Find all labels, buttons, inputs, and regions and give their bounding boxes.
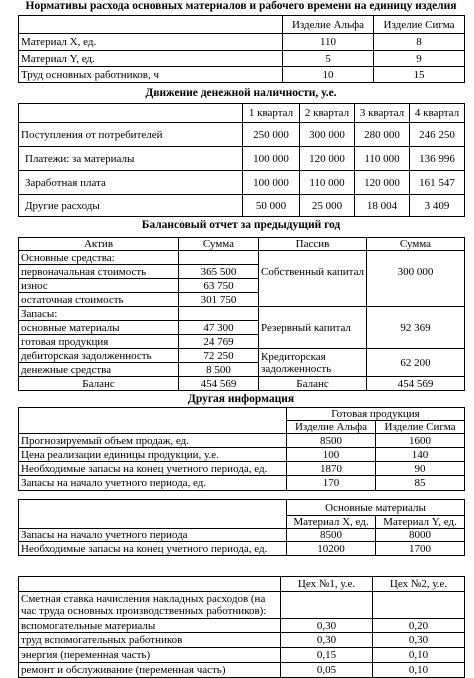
header-cell: Пассив (259, 238, 367, 251)
table-row (19, 335, 465, 349)
table-cell: 120 000 (355, 171, 410, 195)
table-row (19, 648, 465, 663)
row-label: Поступления от потребителей (19, 123, 243, 147)
row-label: Материал Y, ед. (19, 51, 283, 67)
header-cell: Цех №1, у.е. (281, 577, 373, 592)
header-cell (19, 16, 283, 34)
asset-label: дебиторская задолженность (19, 349, 179, 363)
table-row (19, 476, 465, 491)
table-row (19, 307, 465, 321)
table-cell: 25 000 (300, 195, 355, 217)
table-row (19, 251, 465, 265)
total-label: Баланс (259, 377, 367, 391)
other-title: Другая информация (187, 393, 295, 405)
row-label: Другие расходы (19, 195, 243, 217)
table-cell: 50 000 (243, 195, 300, 217)
table-group-row (19, 500, 465, 516)
table-row (19, 123, 465, 147)
table-row (19, 619, 465, 633)
asset-label: первоначальная стоимость (19, 265, 179, 279)
table-cell: 0,20 (373, 619, 465, 633)
table-cell: 8500 (287, 434, 376, 448)
asset-value (179, 307, 259, 321)
table-cell: 0,30 (281, 633, 373, 648)
header-cell: Цех №2, у.е. (373, 577, 465, 592)
table-row (19, 349, 465, 363)
table-cell: 0,10 (373, 663, 465, 678)
row-label: Заработная плата (19, 171, 243, 195)
asset-label: денежные средства (19, 363, 179, 377)
row-label: Необходимые запасы на конец учетного периода, ед. (19, 462, 287, 476)
table-cell: 140 (376, 448, 465, 462)
table-cell: 300 000 (300, 123, 355, 147)
liability-value (367, 335, 465, 349)
balance-title: Балансовый отчет за предыдущий год (141, 219, 341, 231)
row-label: Запасы на начало учетного периода (19, 529, 287, 542)
table-cell (373, 592, 465, 619)
row-label: энергия (переменная часть) (19, 648, 281, 663)
cash-table (18, 103, 465, 217)
table-cell: 1600 (376, 434, 465, 448)
norms-table (18, 15, 465, 83)
table-row (19, 34, 465, 51)
asset-label: остаточная стоимость (19, 293, 179, 307)
header-cell: Материал Y, ед. (376, 516, 465, 529)
table-cell: 8500 (287, 529, 376, 542)
table-cell: 0,10 (373, 648, 465, 663)
table-cell: 246 250 (410, 123, 465, 147)
total-assets: 454 569 (179, 377, 259, 391)
header-cell: Сумма (367, 238, 465, 251)
table-row (19, 51, 465, 67)
header-cell: Материал X, ед. (287, 516, 376, 529)
liability-label: Собственный капитал (259, 265, 367, 279)
row-label: Материал X, ед. (19, 34, 283, 51)
table-row (19, 434, 465, 448)
header-cell: 3 квартал (355, 104, 410, 123)
table-cell: 3 409 (410, 195, 465, 217)
row-label: Труд основных работников, ч (19, 67, 283, 83)
table-cell: 90 (376, 462, 465, 476)
table-cell (281, 592, 373, 619)
row-label: Сметная ставка начисления накладных расходов (на час труда основных производственных работников): (19, 592, 281, 619)
liability-label: Резервный капитал (259, 321, 367, 335)
header-cell: Изделие Альфа (283, 16, 374, 34)
asset-value: 63 750 (179, 279, 259, 293)
table-cell: 0,30 (373, 633, 465, 648)
asset-label: Основные средства: (19, 251, 179, 265)
header-cell: Изделие Сигма (374, 16, 465, 34)
table-row (19, 147, 465, 171)
table-total-row (19, 377, 465, 391)
table-cell: 110 000 (300, 171, 355, 195)
table-row (19, 321, 465, 335)
table-cell: 100 000 (243, 147, 300, 171)
header-cell: Актив (19, 238, 179, 251)
header-cell (19, 104, 243, 123)
table-cell: 120 000 (300, 147, 355, 171)
header-cell (19, 577, 281, 592)
header-cell: Сумма (179, 238, 259, 251)
row-label: Цена реализации единицы продукции, у.е. (19, 448, 287, 462)
table-cell: 0,30 (281, 619, 373, 633)
table-row (19, 542, 465, 556)
row-label: Запасы на начало учетного периода, ед. (19, 476, 287, 491)
table-cell: 100 000 (243, 171, 300, 195)
liability-label (259, 279, 367, 293)
table-row (19, 462, 465, 476)
row-label: Прогнозируемый объем продаж, ед. (19, 434, 287, 448)
total-liabilities: 454 569 (367, 377, 465, 391)
header-cell: 2 квартал (300, 104, 355, 123)
table-cell: 0,15 (281, 648, 373, 663)
header-cell: 4 квартал (410, 104, 465, 123)
table-cell: 9 (374, 51, 465, 67)
table-cell: 250 000 (243, 123, 300, 147)
table-header-row (19, 16, 465, 34)
group-header: Основные материалы (287, 500, 465, 516)
table-cell: 280 000 (355, 123, 410, 147)
table-cell: 110 000 (355, 147, 410, 171)
table-cell: 136 996 (410, 147, 465, 171)
table-cell: 15 (374, 67, 465, 83)
other-table (18, 407, 465, 491)
liability-value (367, 279, 465, 293)
liability-value: 62 200 (367, 349, 465, 377)
table-cell: 85 (376, 476, 465, 491)
table-cell: 161 547 (410, 171, 465, 195)
row-label: вспомогательные материалы (19, 619, 281, 633)
liability-label: Кредиторская задолженность (259, 349, 367, 377)
table-row (19, 67, 465, 83)
asset-value (179, 251, 259, 265)
asset-value: 47 300 (179, 321, 259, 335)
liability-label (259, 307, 367, 321)
table-header-row (19, 238, 465, 251)
table-row (19, 293, 465, 307)
cash-title: Движение денежной наличности, у.е. (145, 87, 337, 99)
table-cell: 8000 (376, 529, 465, 542)
asset-label: основные материалы (19, 321, 179, 335)
row-label: Платежи: за материалы (19, 147, 243, 171)
liability-label (259, 293, 367, 307)
liability-value: 92 369 (367, 321, 465, 335)
asset-label: Запасы: (19, 307, 179, 321)
table-row (19, 171, 465, 195)
asset-label: готовая продукция (19, 335, 179, 349)
table-cell: 0,05 (281, 663, 373, 678)
overhead-table (18, 576, 465, 678)
asset-value: 72 250 (179, 349, 259, 363)
table-cell: 1700 (376, 542, 465, 556)
header-cell (19, 408, 287, 434)
header-cell: 1 квартал (243, 104, 300, 123)
table-cell: 1870 (287, 462, 376, 476)
table-row (19, 448, 465, 462)
table-cell: 10 (283, 67, 374, 83)
table-group-row (19, 408, 465, 421)
asset-value: 301 750 (179, 293, 259, 307)
table-row (19, 195, 465, 217)
table-row (19, 529, 465, 542)
header-cell (19, 500, 287, 529)
table-cell: 100 (287, 448, 376, 462)
balance-table (18, 237, 465, 391)
liability-label (259, 251, 367, 265)
norms-title: Нормативы расхода основных материалов и рабочего времени на единицу изделия (25, 0, 457, 12)
total-label: Баланс (19, 377, 179, 391)
asset-value: 365 500 (179, 265, 259, 279)
table-row (19, 663, 465, 678)
asset-value: 24 769 (179, 335, 259, 349)
header-cell: Изделие Сигма (376, 421, 465, 434)
table-row (19, 592, 465, 619)
liability-value (367, 307, 465, 321)
table-cell: 110 (283, 34, 374, 51)
asset-label: износ (19, 279, 179, 293)
table-cell: 10200 (287, 542, 376, 556)
table-cell: 8 (374, 34, 465, 51)
table-cell: 18 004 (355, 195, 410, 217)
table-row (19, 633, 465, 648)
table-cell: 5 (283, 51, 374, 67)
materials-table (18, 499, 465, 556)
row-label: ремонт и обслуживание (переменная часть) (19, 663, 281, 678)
table-row (19, 279, 465, 293)
group-header: Готовая продукция (287, 408, 465, 421)
liability-value (367, 293, 465, 307)
table-header-row (19, 104, 465, 123)
table-header-row (19, 577, 465, 592)
liability-value: 300 000 (367, 265, 465, 279)
liability-value (367, 251, 465, 265)
asset-value: 8 500 (179, 363, 259, 377)
table-row (19, 265, 465, 279)
row-label: труд вспомогательных работников (19, 633, 281, 648)
row-label: Необходимые запасы на конец учетного периода, ед. (19, 542, 287, 556)
liability-label (259, 335, 367, 349)
header-cell: Изделие Альфа (287, 421, 376, 434)
table-cell: 170 (287, 476, 376, 491)
